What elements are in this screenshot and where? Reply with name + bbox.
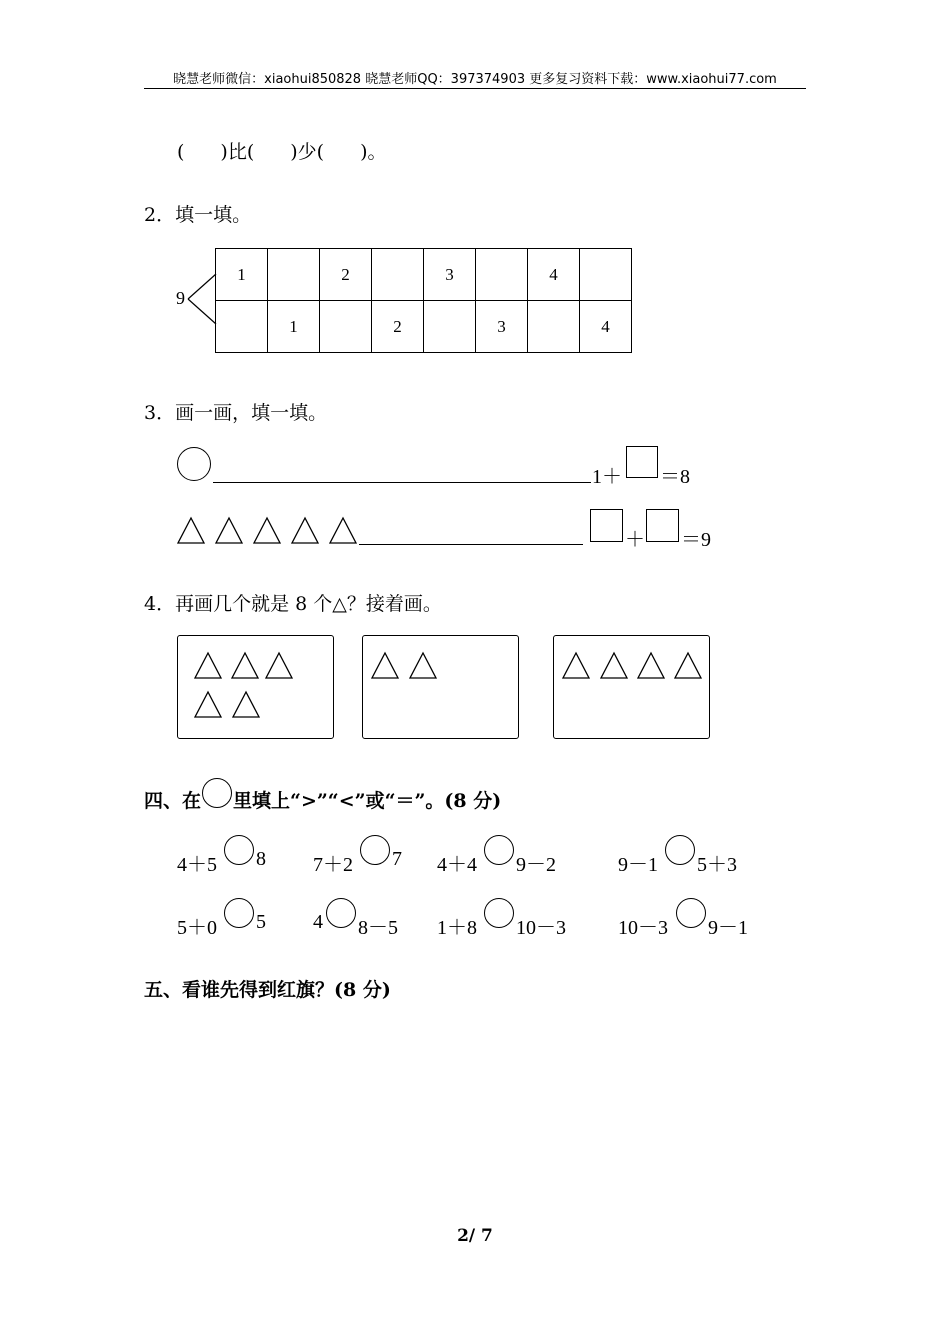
cmp-left: 4＋4 xyxy=(437,854,477,876)
triangle-icon xyxy=(372,653,398,678)
cmp-right: 8 xyxy=(256,848,266,870)
split-whole: 9 xyxy=(176,288,185,308)
cmp-left: 4＋5 xyxy=(177,854,217,876)
cmp-right: 7 xyxy=(392,848,402,870)
sec5-title: 五、看谁先得到红旗？(8 分) xyxy=(144,979,391,1001)
eq2-equals: ＝9 xyxy=(681,529,711,551)
sec4-title xyxy=(144,786,501,813)
triangle-icon xyxy=(563,653,589,678)
q3-triangles xyxy=(176,516,360,546)
paren-close: )。 xyxy=(360,141,387,163)
split-cell[interactable]: 1 xyxy=(216,249,268,301)
split-cell[interactable]: 1 xyxy=(268,301,320,353)
split-cell[interactable] xyxy=(372,249,424,301)
triangle-icon xyxy=(638,653,664,678)
split-cell[interactable] xyxy=(528,301,580,353)
split-cell[interactable]: 2 xyxy=(320,249,372,301)
split-cell[interactable]: 3 xyxy=(476,301,528,353)
q2-label: 2．填一填。 xyxy=(144,204,252,226)
cmp-left: 1＋8 xyxy=(437,917,477,939)
eq1-part-b: ＝8 xyxy=(660,466,690,488)
compare-circle[interactable] xyxy=(360,835,390,865)
compare-more: )比( xyxy=(220,141,255,163)
cmp-right: 9－2 xyxy=(516,854,556,876)
eq2-plus: ＋ xyxy=(625,529,645,551)
triangle-icon xyxy=(216,518,242,543)
compare-circle[interactable] xyxy=(665,835,695,865)
cmp-left: 10－3 xyxy=(618,917,668,939)
sec4-title-a: 四、在 xyxy=(144,790,202,812)
cmp-right: 5 xyxy=(256,911,266,933)
split-cell[interactable]: 4 xyxy=(528,249,580,301)
triangle-icon xyxy=(292,518,318,543)
compare-circle[interactable] xyxy=(676,898,706,928)
compare-circle[interactable] xyxy=(484,835,514,865)
draw-box-1[interactable] xyxy=(177,635,334,739)
triangle-icon xyxy=(254,518,280,543)
draw-line-2[interactable] xyxy=(359,544,583,545)
compare-circle[interactable] xyxy=(484,898,514,928)
q4-label: 4．再画几个就是 8 个△？接着画。 xyxy=(144,593,442,615)
split-cell[interactable] xyxy=(476,249,528,301)
cmp-left: 9－1 xyxy=(618,854,658,876)
split-table xyxy=(215,248,632,353)
answer-box[interactable] xyxy=(626,446,658,478)
split-row-bottom xyxy=(216,301,632,353)
split-cell[interactable]: 2 xyxy=(372,301,424,353)
split-cell[interactable] xyxy=(268,249,320,301)
compare-circle[interactable] xyxy=(326,898,356,928)
page-header: 晓慧老师微信：xiaohui850828 晓慧老师QQ：397374903 更多复习资料下载：www.xiaohui77.com xyxy=(173,72,777,87)
triangle-icon xyxy=(233,692,259,717)
compare-circle[interactable] xyxy=(224,835,254,865)
compare-circle[interactable] xyxy=(224,898,254,928)
split-cell[interactable] xyxy=(580,249,632,301)
split-cell[interactable] xyxy=(320,301,372,353)
paren-open: ( xyxy=(177,141,185,163)
draw-line-1[interactable] xyxy=(213,482,591,483)
compare-line xyxy=(177,137,387,164)
triangle-icon xyxy=(675,653,701,678)
triangle-icon xyxy=(195,692,221,717)
cmp-left: 7＋2 xyxy=(313,854,353,876)
split-row-top xyxy=(216,249,632,301)
triangle-icon xyxy=(195,653,221,678)
header-rule xyxy=(144,88,806,89)
q3-label: 3．画一画，填一填。 xyxy=(144,402,328,424)
triangle-icon xyxy=(266,653,292,678)
answer-box[interactable] xyxy=(590,509,623,542)
split-cell[interactable]: 3 xyxy=(424,249,476,301)
compare-less: )少( xyxy=(290,141,325,163)
sec4-title-b: 里填上“>”“<”或“＝”。(8 分) xyxy=(233,790,502,812)
circle-shape-icon xyxy=(177,447,211,481)
cmp-right: 5＋3 xyxy=(697,854,737,876)
cmp-right: 8－5 xyxy=(358,917,398,939)
cmp-left: 5＋0 xyxy=(177,917,217,939)
box3-triangles xyxy=(554,636,711,740)
draw-box-2[interactable] xyxy=(362,635,519,739)
box1-triangles xyxy=(178,636,335,740)
cmp-right: 9－1 xyxy=(708,917,748,939)
box2-triangles xyxy=(363,636,520,740)
split-cell[interactable]: 4 xyxy=(580,301,632,353)
triangle-icon xyxy=(410,653,436,678)
cmp-left: 4 xyxy=(313,911,323,933)
split-branches xyxy=(186,272,218,326)
circle-icon xyxy=(202,778,232,808)
triangle-icon xyxy=(601,653,627,678)
page-number: 2/ 7 xyxy=(457,1226,493,1246)
draw-box-3[interactable] xyxy=(553,635,710,739)
triangle-icon xyxy=(330,518,356,543)
split-cell[interactable] xyxy=(216,301,268,353)
cmp-right: 10－3 xyxy=(516,917,566,939)
triangle-icon xyxy=(232,653,258,678)
answer-box[interactable] xyxy=(646,509,679,542)
split-cell[interactable] xyxy=(424,301,476,353)
triangle-icon xyxy=(178,518,204,543)
eq1-part-a: 1＋ xyxy=(592,466,622,488)
